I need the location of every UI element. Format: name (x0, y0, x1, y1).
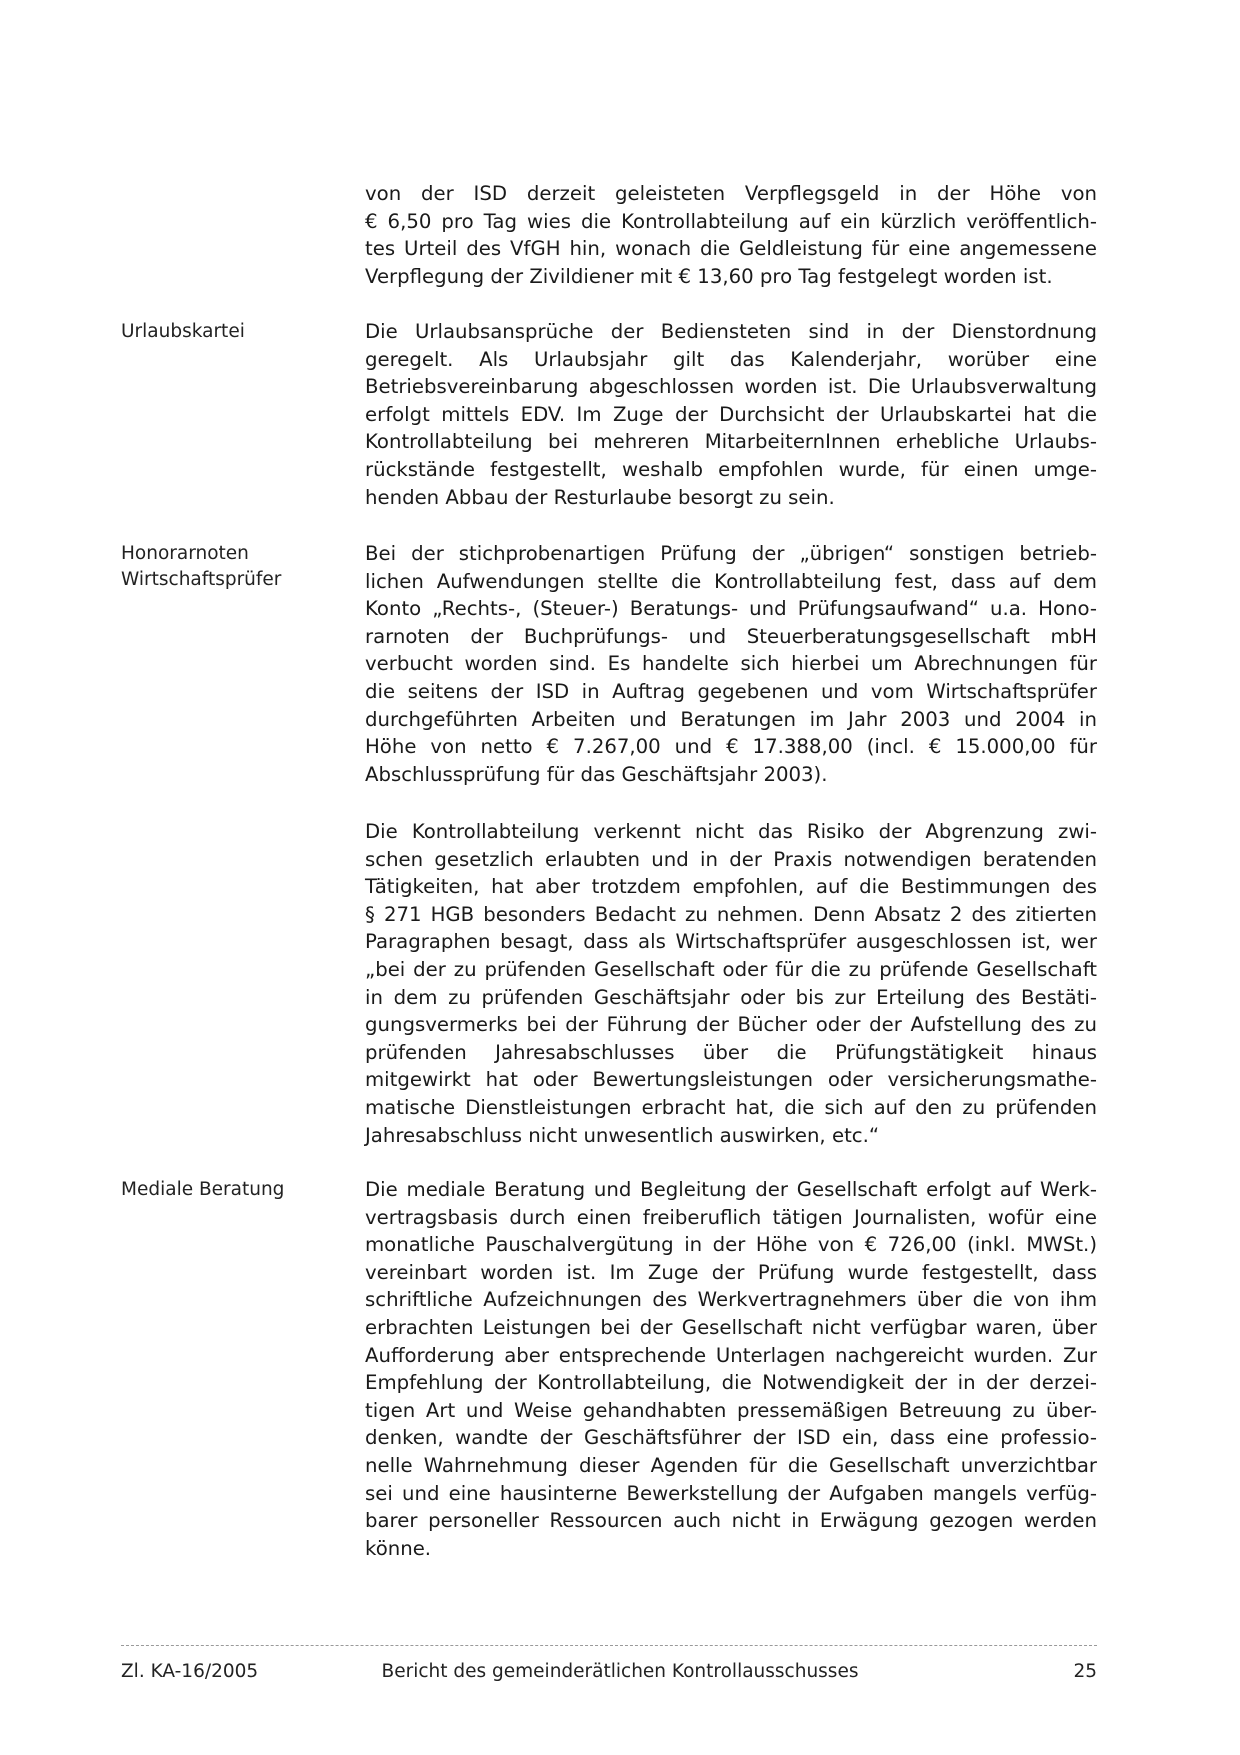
text-line: verbucht worden sind. Es handelte sich hierbei um Abrechnungen für (365, 652, 1097, 676)
text-line: mitgewirkt hat oder Bewertungsleistungen oder versicherungsmathe- (365, 1068, 1097, 1092)
text-line: die seitens der ISD in Auftrag gegebenen und vom Wirtschaftsprüfer (365, 679, 1097, 703)
text-line: gungsvermerks bei der Führung der Bücher oder der Aufstellung des zu (365, 1013, 1097, 1037)
footer-report-title: Bericht des gemeinderätlichen Kontrollausschusses (381, 1661, 859, 1682)
text-line: tes Urteil des VfGH hin, wonach die Geldleistung für eine angemessene (365, 237, 1097, 261)
text-line: monatliche Pauschalvergütung in der Höhe von € 726,00 (inkl. MWSt.) (365, 1233, 1097, 1257)
text-line: lichen Aufwendungen stellte die Kontrollabteilung fest, dass auf dem (365, 569, 1097, 593)
text-line: erfolgt mittels EDV. Im Zuge der Durchsicht der Urlaubskartei hat die (365, 402, 1097, 426)
margin-label-line: Honorarnoten (121, 543, 249, 564)
text-line: Höhe von netto € 7.267,00 und € 17.388,00 (incl. € 15.000,00 für (365, 735, 1097, 759)
text-line: „bei der zu prüfenden Gesellschaft oder für die zu prüfende Gesellschaft (365, 957, 1097, 981)
margin-label (121, 1177, 311, 1203)
text-line: schen gesetzlich erlaubten und in der Praxis notwendigen beratenden (365, 847, 1097, 871)
text-line: Empfehlung der Kontrollabteilung, die Notwendigkeit der in der derzei- (365, 1371, 1097, 1395)
text-line: Die Kontrollabteilung verkennt nicht das Risiko der Abgrenzung zwi- (365, 820, 1097, 843)
text-line: denken, wandte der Geschäftsführer der ISD ein, dass eine professio- (365, 1426, 1097, 1450)
paragraph-body (365, 318, 1097, 511)
text-line: Die Urlaubsansprüche der Bediensteten sind in der Dienstordnung (365, 320, 1097, 343)
margin-label (121, 541, 311, 593)
text-line: Kontrollabteilung bei mehreren MitarbeiternInnen erhebliche Urlaubs- (365, 430, 1097, 454)
paragraph-body (365, 540, 1097, 788)
text-line: rückstände festgestellt, weshalb empfohlen wurde, für einen umge- (365, 457, 1097, 481)
text-line: tigen Art und Weise gehandhabten pressemäßigen Betreuung zu über- (365, 1398, 1097, 1422)
text-line: von der ISD derzeit geleisteten Verpflegsgeld in der Höhe von (365, 182, 1097, 205)
text-line: schriftliche Aufzeichnungen des Werkvertragnehmers über die von ihm (365, 1288, 1097, 1312)
text-line: Konto „Rechts-, (Steuer-) Beratungs- und Prüfungsaufwand“ u.a. Hono- (365, 597, 1097, 621)
footer-reference-number: Zl. KA-16/2005 (121, 1661, 259, 1682)
text-line: geregelt. Als Urlaubsjahr gilt das Kalenderjahr, worüber eine (365, 347, 1097, 371)
paragraph-body (365, 818, 1097, 1149)
paragraph-body (365, 180, 1097, 290)
text-line: nelle Wahrnehmung dieser Agenden für die Gesellschaft unverzichtbar (365, 1453, 1097, 1477)
text-line: sei und eine hausinterne Bewerkstellung der Aufgaben mangels verfüg- (365, 1481, 1097, 1505)
text-line: in dem zu prüfenden Geschäftsjahr oder bis zur Erteilung des Bestäti- (365, 985, 1097, 1009)
page-number: 25 (1073, 1661, 1097, 1682)
text-line: könne. (365, 1536, 432, 1560)
text-line: Tätigkeiten, hat aber trotzdem empfohlen, auf die Bestimmungen des (365, 875, 1097, 899)
margin-label (121, 319, 311, 345)
text-line: € 6,50 pro Tag wies die Kontrollabteilung auf ein kürzlich veröffentlich- (365, 209, 1097, 233)
margin-label-line: Wirtschaftsprüfer (121, 569, 282, 590)
text-line: durchgeführten Arbeiten und Beratungen im Jahr 2003 und 2004 in (365, 707, 1097, 731)
text-line: matische Dienstleistungen erbracht hat, die sich auf den zu prüfenden (365, 1095, 1097, 1119)
text-line: Paragraphen besagt, dass als Wirtschaftsprüfer ausgeschlossen ist, wer (365, 930, 1097, 954)
text-line: Aufforderung aber entsprechende Unterlagen nachgereicht wurden. Zur (365, 1343, 1097, 1367)
text-line: § 271 HGB besonders Bedacht zu nehmen. Denn Absatz 2 des zitierten (365, 902, 1097, 926)
footer-divider (121, 1645, 1097, 1646)
text-line: Bei der stichprobenartigen Prüfung der „übrigen“ sonstigen betrieb- (365, 542, 1097, 565)
text-line: Verpflegung der Zivildiener mit € 13,60 pro Tag festgelegt worden ist. (365, 264, 1053, 288)
text-line: Die mediale Beratung und Begleitung der Gesellschaft erfolgt auf Werk- (365, 1178, 1097, 1201)
text-line: erbrachten Leistungen bei der Gesellschaft nicht verfügbar waren, über (365, 1315, 1097, 1339)
paragraph-body (365, 1176, 1097, 1562)
text-line: Abschlussprüfung für das Geschäftsjahr 2003). (365, 762, 828, 786)
margin-label-line: Mediale Beratung (121, 1179, 285, 1200)
text-line: barer personeller Ressourcen auch nicht in Erwägung gezogen werden (365, 1509, 1097, 1533)
text-line: vereinbart worden ist. Im Zuge der Prüfung wurde festgestellt, dass (365, 1260, 1097, 1284)
text-line: Betriebsvereinbarung abgeschlossen worden ist. Die Urlaubsverwaltung (365, 375, 1097, 399)
text-line: henden Abbau der Resturlaube besorgt zu sein. (365, 485, 835, 509)
margin-label-line: Urlaubskartei (121, 321, 245, 342)
text-line: Jahresabschluss nicht unwesentlich auswirken, etc.“ (365, 1123, 880, 1147)
text-line: vertragsbasis durch einen freiberuflich tätigen Journalisten, wofür eine (365, 1205, 1097, 1229)
text-line: rarnoten der Buchprüfungs- und Steuerberatungsgesellschaft mbH (365, 624, 1097, 648)
text-line: prüfenden Jahresabschlusses über die Prüfungstätigkeit hinaus (365, 1040, 1097, 1064)
